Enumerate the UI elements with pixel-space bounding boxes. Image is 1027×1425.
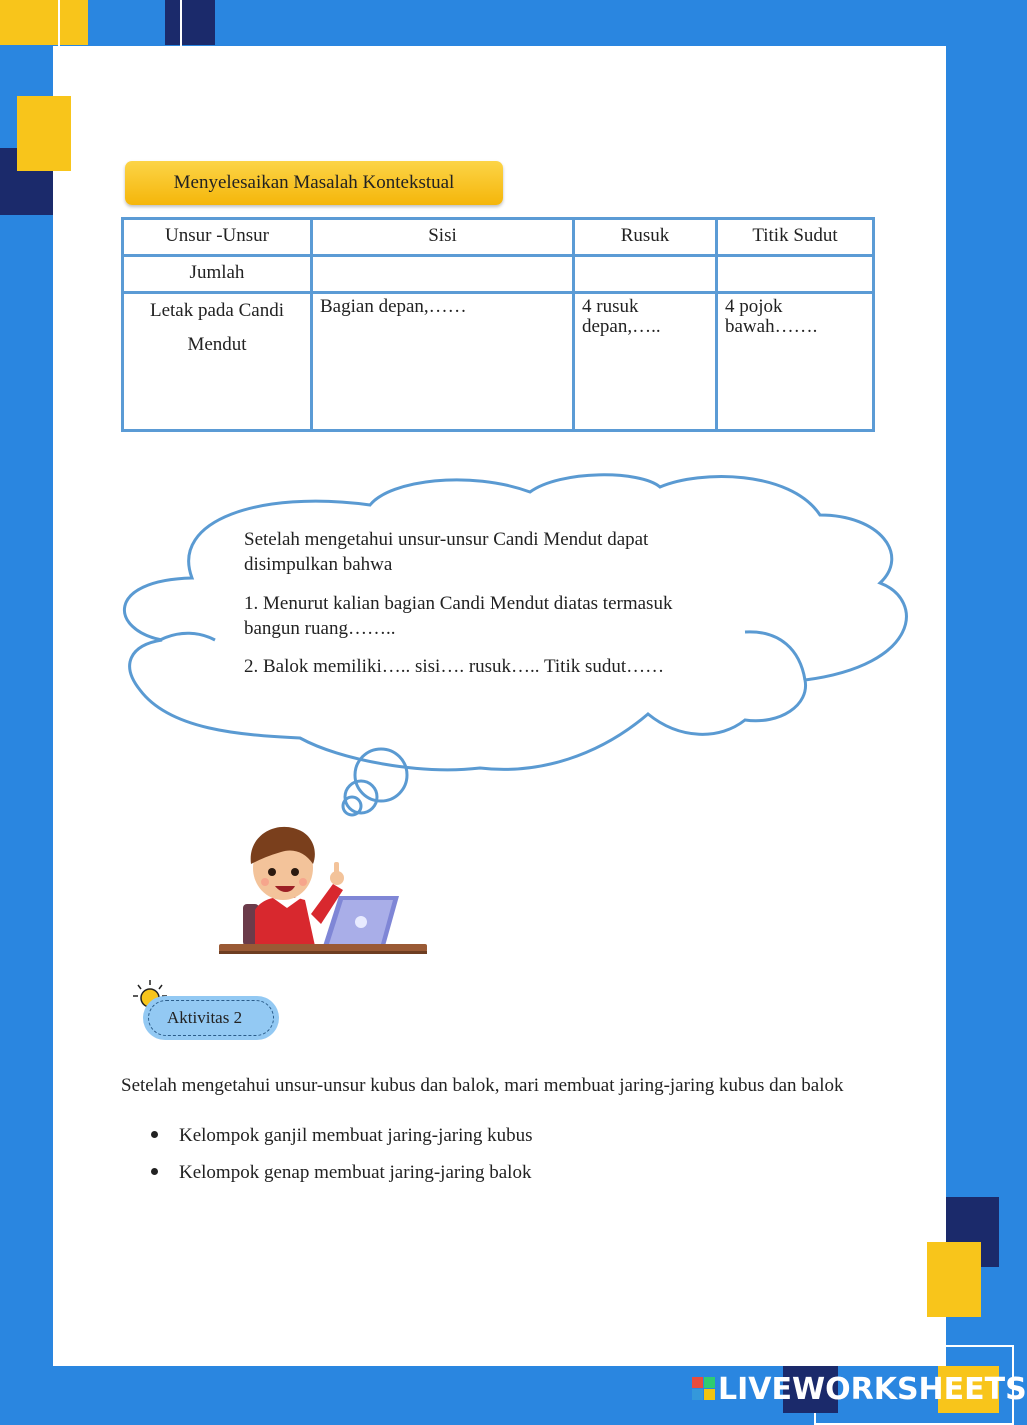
jumlah-sisi-input[interactable] [312,256,574,293]
thought-cloud [110,465,920,825]
list-item-text: Kelompok ganjil membuat jaring-jaring kubus [179,1125,533,1146]
list-item [151,1162,531,1184]
row-label-jumlah: Jumlah [123,256,312,293]
row-label-letak-line2: Mendut [187,334,247,355]
list-item-text: Kelompok genap membuat jaring-jaring balok [179,1162,532,1183]
section-title: Menyelesaikan Masalah Kontekstual [173,172,455,193]
header-titik-sudut: Titik Sudut [717,219,874,256]
activity-badge [143,996,279,1040]
letak-sisi-input[interactable]: Bagian depan,…… [312,293,574,431]
list-item [151,1125,533,1147]
header-unsur: Unsur -Unsur [123,219,312,256]
header-sisi: Sisi [312,219,574,256]
cloud-question-2: 2. Balok memiliki….. sisi…. rusuk….. Titik sudut…… [244,656,665,677]
activity-label: Aktivitas 2 [167,1008,243,1027]
liveworksheets-logo [692,1372,1027,1406]
thought-bubble-large [355,749,407,801]
logo-prefix: LIVE [718,1371,792,1407]
thought-bubble-small [343,797,361,815]
logo-mark-icon [692,1377,716,1401]
letak-titik-sudut-input[interactable]: 4 pojok bawah……. [717,293,874,431]
activity-intro: Setelah mengetahui unsur-unsur kubus dan balok, mari membuat jaring-jaring kubus dan balok [121,1075,844,1096]
right-yellow-block [927,1242,981,1317]
row-label-letak [123,293,312,431]
boy-laptop-illustration [215,818,430,958]
letak-rusuk-input[interactable]: 4 rusuk depan,….. [574,293,717,431]
cloud-inner-arc-left [160,633,215,640]
bullet-dot [151,1168,158,1175]
cloud-question-1: 1. Menurut kalian bagian Candi Mendut diatas termasuk bangun ruang…….. [244,593,673,639]
section-title-pill [125,161,503,205]
cloud-inner-arc-right [745,632,805,680]
table-row-letak [123,293,874,431]
cloud-intro: Setelah mengetahui unsur-unsur Candi Mendut dapat disimpulkan bahwa [244,529,649,575]
jumlah-titik-sudut-input[interactable] [717,256,874,293]
logo-suffix: WORKSHEETS [792,1371,1027,1407]
header-rusuk: Rusuk [574,219,717,256]
left-yellow-block [17,96,71,171]
table-header-row [123,219,874,256]
row-label-letak-line1: Letak pada Candi [149,300,284,321]
jumlah-rusuk-input[interactable] [574,256,717,293]
bullet-dot [151,1131,158,1138]
elements-table [121,217,875,432]
table-row-jumlah [123,256,874,293]
activity-badge-inner [148,1000,274,1036]
